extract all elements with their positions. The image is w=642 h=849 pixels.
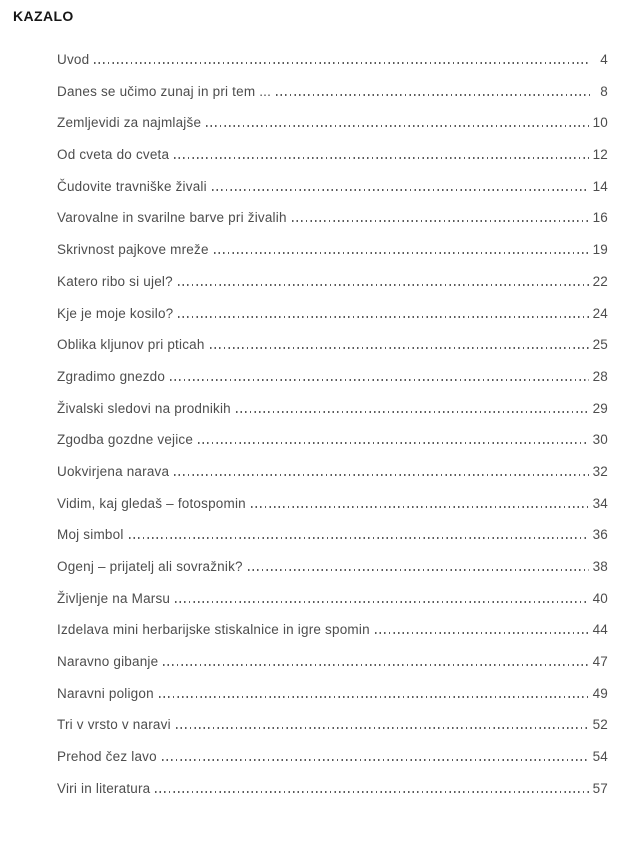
- toc-entry-page: 57: [592, 780, 608, 796]
- toc-leader-dots: [155, 791, 588, 793]
- toc-leader-dots: [178, 284, 589, 286]
- toc-entry: [57, 646, 608, 678]
- toc-entry: [57, 393, 608, 425]
- toc-entry: [57, 329, 608, 361]
- toc-entry-page: 16: [592, 210, 608, 226]
- toc-leader-dots: [292, 220, 589, 222]
- toc-leader-dots: [248, 569, 589, 571]
- toc-entry-page: 8: [600, 83, 608, 99]
- toc-entry-title: Tri v vrsto v naravi: [57, 717, 171, 733]
- toc-entry-title: Prehod čez lavo: [57, 749, 157, 765]
- toc-entry-title: Oblika kljunov pri pticah: [57, 337, 205, 353]
- toc-entry: [57, 171, 608, 203]
- toc-leader-dots: [163, 664, 588, 666]
- toc-entry-page: 25: [592, 337, 608, 353]
- page-title: KAZALO: [13, 8, 74, 24]
- toc-entry-page: 49: [592, 685, 608, 701]
- toc-entry-page: 24: [592, 305, 608, 321]
- toc-leader-dots: [129, 537, 589, 539]
- toc-entry-page: 32: [592, 463, 608, 479]
- toc-entry: [57, 139, 608, 171]
- toc-entry-title: Življenje na Marsu: [57, 590, 171, 606]
- toc-entry: [57, 741, 608, 773]
- toc-entry: [57, 456, 608, 488]
- toc-entry: [57, 614, 608, 646]
- toc-entry-page: 12: [592, 147, 608, 163]
- toc-leader-dots: [206, 125, 588, 127]
- toc-entry-title: Zgodba gozdne vejice: [57, 432, 194, 448]
- toc-entry-page: 28: [592, 368, 608, 384]
- toc-entry-title: Čudovite travniške živali: [57, 178, 207, 194]
- toc-entry: [57, 234, 608, 266]
- toc-entry: [57, 519, 608, 551]
- toc-leader-dots: [159, 696, 589, 698]
- toc-entry: [57, 202, 608, 234]
- toc-leader-dots: [198, 442, 588, 444]
- toc-entry-page: 14: [592, 178, 608, 194]
- toc-entry-page: 38: [592, 559, 608, 574]
- toc-entry-title: Skrivnost pajkove mreže: [57, 242, 209, 258]
- toc-leader-dots: [170, 379, 589, 381]
- toc-entry-page: 22: [592, 273, 608, 289]
- toc-leader-dots: [214, 252, 589, 254]
- toc-entry-page: 10: [592, 115, 608, 131]
- toc-entry-page: 40: [592, 590, 608, 606]
- toc-entry: [57, 266, 608, 298]
- toc-entry-page: 52: [592, 717, 608, 733]
- toc-entry-title: Uokvirjena narava: [57, 463, 170, 479]
- toc-entry: [57, 709, 608, 741]
- toc-entry: [57, 583, 608, 615]
- toc-entry: [57, 298, 608, 330]
- toc-entry-title: Kje je moje kosilo?: [57, 305, 174, 321]
- toc-entry-title: Moj simbol: [57, 527, 124, 543]
- toc-entry: [57, 488, 608, 520]
- toc-leader-dots: [176, 727, 589, 729]
- toc-leader-dots: [174, 474, 588, 476]
- toc-entry-page: 54: [592, 749, 608, 765]
- toc-leader-dots: [375, 632, 589, 634]
- toc-list: [57, 44, 608, 805]
- toc-leader-dots: [212, 189, 589, 191]
- toc-leader-dots: [178, 316, 588, 318]
- toc-leader-dots: [276, 94, 590, 96]
- toc-leader-dots: [210, 347, 589, 349]
- toc-entry-title: Katero ribo si ujel?: [57, 273, 173, 289]
- toc-entry-title: Varovalne in svarilne barve pri živalih: [57, 210, 287, 226]
- toc-entry: [57, 551, 608, 583]
- toc-entry-title: Naravno gibanje: [57, 654, 159, 670]
- toc-entry-title: Izdelava mini herbarijske stiskalnice in igre spomin: [57, 622, 370, 638]
- toc-entry-page: 34: [592, 495, 608, 511]
- toc-entry-title: Ogenj – prijatelj ali sovražnik?: [57, 559, 243, 574]
- toc-entry-page: 29: [592, 400, 608, 416]
- toc-leader-dots: [162, 759, 589, 761]
- toc-entry: [57, 44, 608, 76]
- toc-leader-dots: [251, 506, 589, 508]
- toc-entry-title: Uvod: [57, 52, 90, 67]
- toc-entry-title: Danes se učimo zunaj in pri tem ...: [57, 83, 272, 99]
- toc-entry: [57, 107, 608, 139]
- toc-entry-title: Živalski sledovi na prodnikih: [57, 400, 231, 416]
- toc-entry-page: 30: [592, 432, 608, 448]
- toc-leader-dots: [94, 62, 590, 64]
- toc-entry-title: Od cveta do cveta: [57, 147, 170, 163]
- toc-entry: [57, 773, 608, 805]
- toc-entry-page: 47: [592, 654, 608, 670]
- toc-entry-title: Naravni poligon: [57, 685, 154, 701]
- toc-leader-dots: [174, 157, 588, 159]
- toc-entry-title: Zgradimo gnezdo: [57, 368, 166, 384]
- toc-leader-dots: [175, 601, 588, 603]
- toc-leader-dots: [236, 411, 589, 413]
- toc-entry: [57, 678, 608, 710]
- toc-entry: [57, 361, 608, 393]
- toc-entry-title: Vidim, kaj gledaš – fotospomin: [57, 495, 246, 511]
- toc-entry: [57, 424, 608, 456]
- toc-entry: [57, 76, 608, 108]
- toc-entry-title: Viri in literatura: [57, 780, 151, 796]
- toc-entry-page: 44: [592, 622, 608, 638]
- toc-entry-page: 19: [592, 242, 608, 258]
- toc-entry-page: 36: [592, 527, 608, 543]
- toc-entry-title: Zemljevidi za najmlajše: [57, 115, 202, 131]
- toc-entry-page: 4: [600, 52, 608, 67]
